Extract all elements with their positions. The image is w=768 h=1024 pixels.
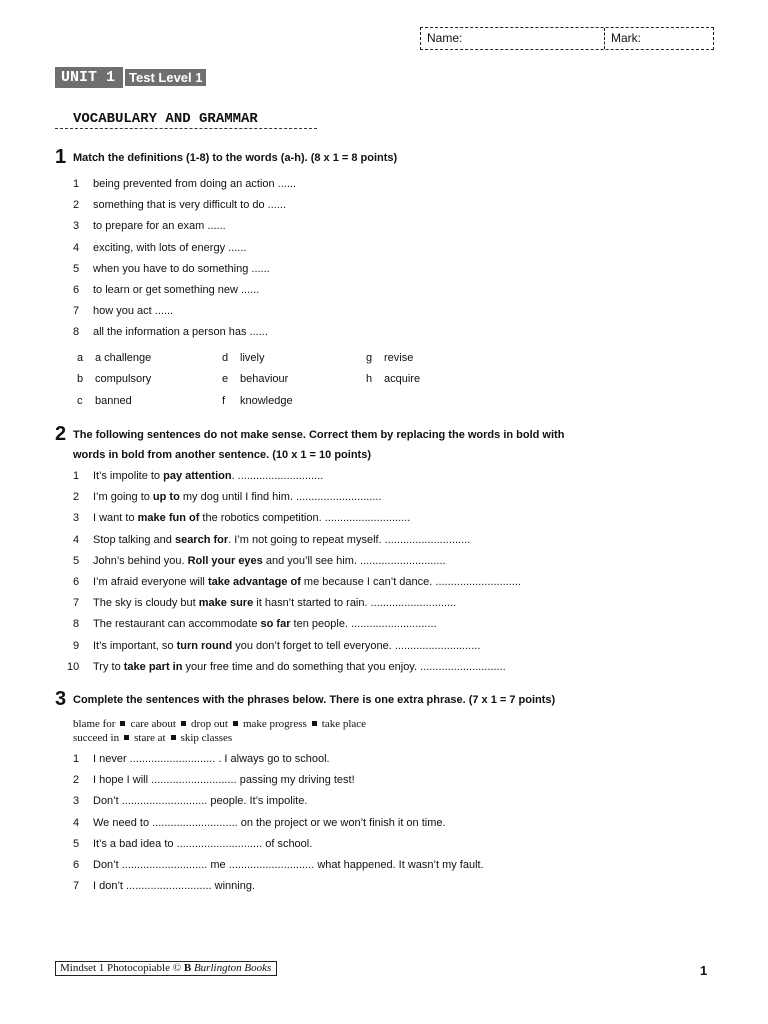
mark-label: Mark: [611,31,641,45]
exercise-1-definitions [73,177,296,339]
name-label: Name: [427,31,463,45]
exercise-3-number: 3 [55,688,67,710]
list-item: 5 when you have to do something ...... [73,262,270,275]
test-level-label: Test Level 1 [125,69,206,86]
exercise-1-title: Match the definitions (1-8) to the words (a-h). (8 x 1 = 8 points) [73,152,398,164]
bullet-square-icon [124,735,129,740]
list-item: 10 Try to take part in your free time and do something that you enjoy. ............................ [67,660,506,673]
exercise-2-sentences [67,469,521,674]
list-item: 3 to prepare for an exam ...... [73,220,226,233]
phrase: stare at [134,732,166,744]
exercise-3-sentences [73,752,484,893]
word-option: h acquire [366,373,421,385]
phrase: drop out [190,718,228,730]
exercise-2-title-line2: words in bold from another sentence. (10 x 1 = 10 points) [73,449,371,461]
list-item: 5 It’s a bad idea to ............................ of school. [73,837,313,850]
burlington-logo-icon: B [183,962,192,974]
exercise-1-number: 1 [55,146,67,168]
bullet-square-icon [312,721,317,726]
publisher-name: Burlington Books [193,962,272,974]
list-item: 1 being prevented from doing an action ...... [73,178,297,190]
word-option: c banned [77,395,132,407]
word-option: g revise [366,352,414,364]
list-item: 3 Don’t ............................ people. It’s impolite. [73,795,308,808]
list-item: 9 It’s important, so turn round you don’t forget to tell everyone. ............................ [73,639,481,652]
word-option: d lively [222,352,265,364]
list-item: 6 to learn or get something new ...... [73,283,260,296]
list-item: 6 Don’t ............................ me ............................ what happened. It wasn’t my fault. [73,858,484,871]
phrase: blame for [73,718,116,730]
phrase: make progress [242,718,307,730]
list-item: 7 The sky is cloudy but make sure it hasn’t started to rain. ............................ [73,597,457,610]
phrase: care about [130,718,176,730]
word-option: b compulsory [77,373,152,385]
list-item: 7 I don’t ............................ winning. [73,880,256,893]
bullet-square-icon [120,721,125,726]
phrase: succeed in [73,732,120,744]
word-option: a a challenge [77,352,152,364]
footer-copyright [55,961,277,976]
phrase: take place [321,718,367,730]
list-item: 7 how you act ...... [73,305,174,318]
word-option: e behaviour [222,373,289,385]
name-mark-box [420,27,714,50]
name-field[interactable] [421,28,605,49]
list-item: 4 Stop talking and search for. I’m not going to repeat myself. ............................ [73,533,471,546]
exercise-3-title: Complete the sentences with the phrases below. There is one extra phrase. (7 x 1 = 7 points) [73,694,556,706]
exercise-3-phrase-bank [73,717,366,745]
list-item: 6 I’m afraid everyone will take advantage of me because I can’t dance. ............................ [73,575,521,588]
page-number: 1 [700,963,708,978]
unit-header [55,67,206,88]
footer-text: Mindset 1 Photocopiable © [60,962,184,974]
list-item: 2 I hope I will ............................ passing my driving test! [73,774,355,787]
exercise-2-number: 2 [55,423,67,445]
list-item: 8 The restaurant can accommodate so far ten people. ............................ [73,618,437,631]
bullet-square-icon [181,721,186,726]
phrase-bank-line-1 [73,717,366,731]
section-title: VOCABULARY AND GRAMMAR [73,111,258,127]
list-item: 1 I never ............................ . I always go to school. [73,753,330,765]
list-item: 2 I’m going to up to my dog until I find him. ............................ [73,491,382,504]
list-item: 5 John’s behind you. Roll your eyes and you’ll see him. ............................ [73,554,446,567]
phrase-bank-line-2 [73,731,366,745]
bullet-square-icon [171,735,176,740]
list-item: 3 I want to make fun of the robotics competition. ............................ [73,512,411,525]
list-item: 2 something that is very difficult to do ...... [73,199,286,212]
unit-label: UNIT 1 [55,67,123,88]
list-item: 1 It’s impolite to pay attention. ............................ [73,470,324,482]
list-item: 8 all the information a person has ...... [73,326,268,339]
list-item: 4 exciting, with lots of energy ...... [73,241,247,254]
phrase: skip classes [180,732,233,744]
section-divider [55,128,317,129]
word-option: f knowledge [222,395,293,407]
exercise-2-title-line1: The following sentences do not make sense. Correct them by replacing the words in bold with [73,429,565,441]
mark-field[interactable] [605,28,713,49]
list-item: 4 We need to ............................ on the project or we won’t finish it on time. [73,816,446,829]
bullet-square-icon [233,721,238,726]
